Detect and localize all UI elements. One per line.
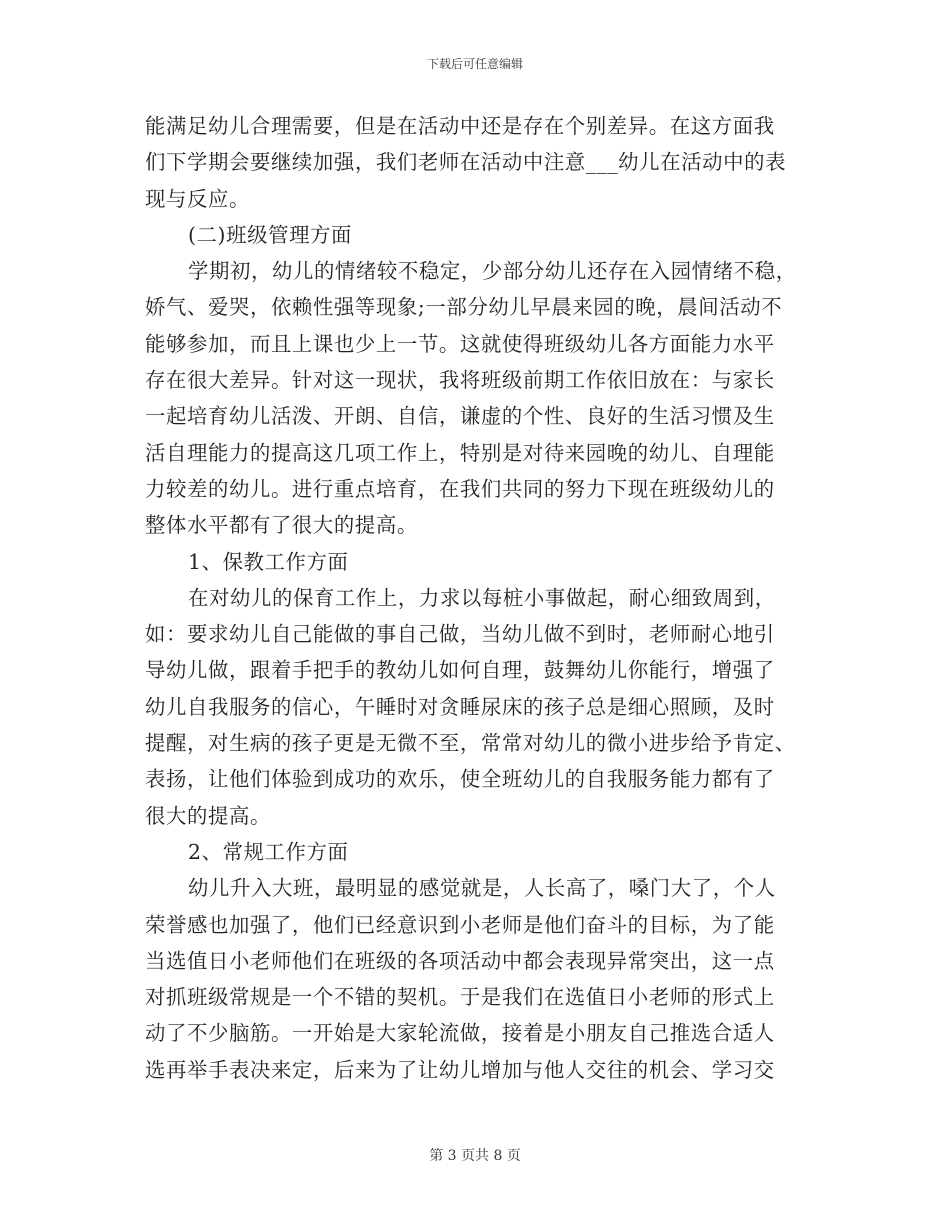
text-line: 力较差的幼儿。进行重点培育，在我们共同的努力下现在班级幼儿的 (145, 476, 775, 501)
text-line: 1、保教工作方面 (188, 549, 349, 574)
text-line: (二)班级管理方面 (188, 222, 353, 247)
text-line: 在对幼儿的保育工作上，力求以每桩小事做起，耐心细致周到， (188, 585, 776, 610)
text-line: 选再举手表决来定，后来为了让幼儿增加与他人交往的机会、学习交 (145, 1057, 775, 1082)
text-line: 动了不少脑筋。一开始是大家轮流做，接着是小朋友自己推选合适人 (145, 1021, 775, 1046)
text-line: 学期初，幼儿的情绪较不稳定，少部分幼儿还存在入园情绪不稳， (188, 259, 797, 284)
text-line: 导幼儿做，跟着手把手的教幼儿如何自理，鼓舞幼儿你能行，增强了 (145, 658, 775, 683)
text-line: 能满足幼儿合理需要，但是在活动中还是存在个别差异。在这方面我 (145, 114, 775, 138)
page-header: 下载后可任意编辑 (426, 57, 523, 71)
document-body (145, 108, 810, 1088)
text-line: 存在很大差异。针对这一现状，我将班级前期工作依旧放在：与家长 (145, 368, 775, 393)
page-footer: 第 3 页共 8 页 (429, 1148, 521, 1164)
text-line: 幼儿自我服务的信心，午睡时对贪睡尿床的孩子总是细心照顾，及时 (145, 694, 775, 719)
text-line: 如：要求幼儿自己能做的事自己做，当幼儿做不到时，老师耐心地引 (145, 622, 775, 647)
text-line: 当选值日小老师他们在班级的各项活动中都会表现异常突出，这一点 (145, 948, 775, 973)
text-line: 一起培育幼儿活泼、开朗、自信，谦虚的个性、良好的生活习惯及生 (145, 404, 775, 429)
text-line: 表扬，让他们体验到成功的欢乐，使全班幼儿的自我服务能力都有了 (145, 767, 775, 792)
text-line: 2、常规工作方面 (188, 839, 349, 864)
text-line: 荣誉感也加强了，他们已经意识到小老师是他们奋斗的目标，为了能 (145, 912, 775, 937)
text-line: 活自理能力的提高这几项工作上，特别是对待来园晚的幼儿、自理能 (145, 440, 775, 465)
text-line: 整体水平都有了很大的提高。 (145, 513, 418, 538)
text-line: 对抓班级常规是一个不错的契机。于是我们在选值日小老师的形式上 (145, 985, 775, 1010)
text-line: 现与反应。 (145, 186, 250, 211)
text-line: 很大的提高。 (145, 803, 271, 828)
text-line: 们下学期会要继续加强，我们老师在活动中注意___幼儿在活动中的表 (145, 150, 787, 175)
text-line: 能够参加，而且上课也少上一节。这就使得班级幼儿各方面能力水平 (145, 331, 775, 356)
text-line: 幼儿升入大班，最明显的感觉就是，人长高了，嗓门大了，个人 (188, 876, 776, 901)
text-line: 娇气、爱哭，依赖性强等现象;一部分幼儿早晨来园的晚，晨间活动不 (145, 295, 783, 320)
text-line: 提醒，对生病的孩子更是无微不至，常常对幼儿的微小进步给予肯定、 (145, 731, 796, 756)
